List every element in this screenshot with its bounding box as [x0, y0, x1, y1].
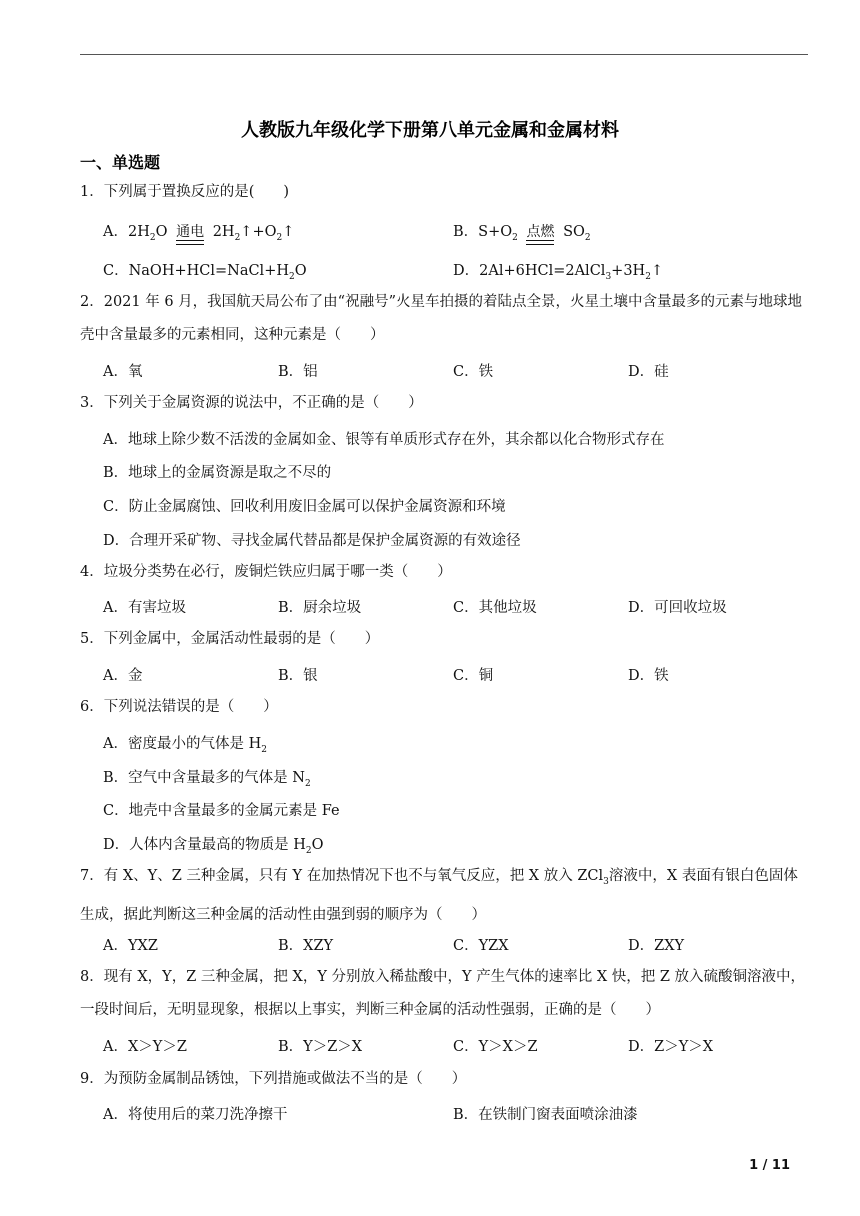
question-2-stem: 2．2021 年 6 月，我国航天局公布了由“祝融号”火星车拍摄的着陆点全景，火星土壤中含量最多的元素与地球地壳中含量最多的元素相同，这种元素是（ ）	[80, 294, 803, 343]
question-4-stem: 4．垃圾分类势在必行，废铜烂铁应归属于哪一类（ ）	[80, 564, 452, 580]
question-8-option-d: D．Z＞Y＞X	[628, 1039, 714, 1055]
question-7-stem: 7．有 X、Y、Z 三种金属，只有 Y 在加热情况下也不与氧气反应，把 X 放入 ZCl$_3$溶液中，X 表面有银白色固体生成，据此判断这三种金属的活动性由强到弱的顺序为（ ）	[80, 868, 798, 923]
question-3-option-a: A．地球上除少数不活泼的金属如金、银等有单质形式存在外，其余都以化合物形式存在	[103, 432, 665, 448]
question-4-options	[103, 596, 808, 620]
reaction-condition-label: 点燃	[526, 221, 554, 243]
question-4-option-a: A．有害垃圾	[103, 600, 186, 616]
question-1-options-row-1	[103, 220, 808, 244]
question-5-stem: 5．下列金属中，金属活动性最弱的是（ ）	[80, 631, 380, 647]
question-3-stem: 3．下列关于金属资源的说法中，不正确的是（ ）	[80, 395, 423, 411]
question-3-option-b: B．地球上的金属资源是取之不尽的	[103, 465, 332, 481]
question-9-stem: 9．为预防金属制品锈蚀，下列措施或做法不当的是（ ）	[80, 1071, 467, 1087]
question-1-stem: 1．下列属于置换反应的是( )	[80, 184, 290, 200]
question-1-options-row-2	[103, 259, 808, 283]
question-7-option-d: D．ZXY	[628, 938, 685, 954]
question-6-stem: 6．下列说法错误的是（ ）	[80, 699, 278, 715]
question-5-option-c: C．铜	[453, 668, 494, 684]
question-5-options	[103, 664, 808, 688]
question-1-option-d: D．$2Al+6HCl=2AlCl_3+3H_2↑$	[453, 263, 664, 282]
question-9-option-b: B．在铁制门窗表面喷涂油漆	[453, 1107, 638, 1123]
section-heading: 一、单选题	[80, 153, 161, 172]
question-5-option-a: A．金	[103, 668, 143, 684]
question-4-option-d: D．可回收垃圾	[628, 600, 727, 616]
question-8-stem: 8．现有 X，Y，Z 三种金属，把 X，Y 分别放入稀盐酸中，Y 产生气体的速率比 X 快，把 Z 放入硫酸铜溶液中，一段时间后，无明显现象，根据以上事实，判断三种金属的活动性强弱，正确的是（ ）	[80, 969, 806, 1018]
question-6-option-c: C．地壳中含量最多的金属元素是 Fe	[103, 803, 340, 819]
question-7-option-b: B．XZY	[278, 938, 334, 954]
question-2-option-c: C．铁	[453, 364, 494, 380]
question-6-option-d: D．人体内含量最高的物质是 $H_2O$	[103, 837, 324, 856]
question-5-option-b: B．银	[278, 668, 318, 684]
question-1-option-c: C．$NaOH+HCl=NaCl+H_2O$	[103, 263, 307, 282]
question-4-option-c: C．其他垃圾	[453, 600, 537, 616]
question-6-option-b: B．空气中含量最多的气体是 $N_2$	[103, 770, 311, 789]
question-8-option-b: B．Y＞Z＞X	[278, 1039, 363, 1055]
question-9-option-a: A．将使用后的菜刀洗净擦干	[103, 1107, 288, 1123]
question-7-options	[103, 934, 808, 958]
question-2-options	[103, 360, 808, 384]
question-2-option-b: B．铝	[278, 364, 318, 380]
question-1-option-a: A．$2H_2O$ 通电 $2H_2↑+O_2↑$	[103, 220, 294, 243]
question-1-option-b: B．$S+O_2$ 点燃 $SO_2$	[453, 220, 591, 243]
question-3-option-d: D．合理开采矿物、寻找金属代替品都是保护金属资源的有效途径	[103, 533, 521, 549]
question-8-option-a: A．X＞Y＞Z	[103, 1039, 187, 1055]
question-7-option-a: A．YXZ	[103, 938, 158, 954]
header-rule	[80, 54, 808, 55]
question-6-option-a: A．密度最小的气体是 $H_2$	[103, 736, 267, 755]
question-7-option-c: C．YZX	[453, 938, 509, 954]
question-2-option-d: D．硅	[628, 364, 669, 380]
page-number: 1 / 11	[749, 1158, 790, 1173]
question-3-option-c: C．防止金属腐蚀、回收利用废旧金属可以保护金属资源和环境	[103, 499, 506, 515]
page-title: 人教版九年级化学下册第八单元金属和金属材料	[241, 120, 619, 141]
question-8-options	[103, 1035, 808, 1059]
reaction-condition-label: 通电	[176, 221, 204, 243]
question-8-option-c: C．Y＞X＞Z	[453, 1039, 538, 1055]
question-9-options	[103, 1103, 808, 1127]
question-5-option-d: D．铁	[628, 668, 669, 684]
question-2-option-a: A．氧	[103, 364, 143, 380]
question-4-option-b: B．厨余垃圾	[278, 600, 362, 616]
